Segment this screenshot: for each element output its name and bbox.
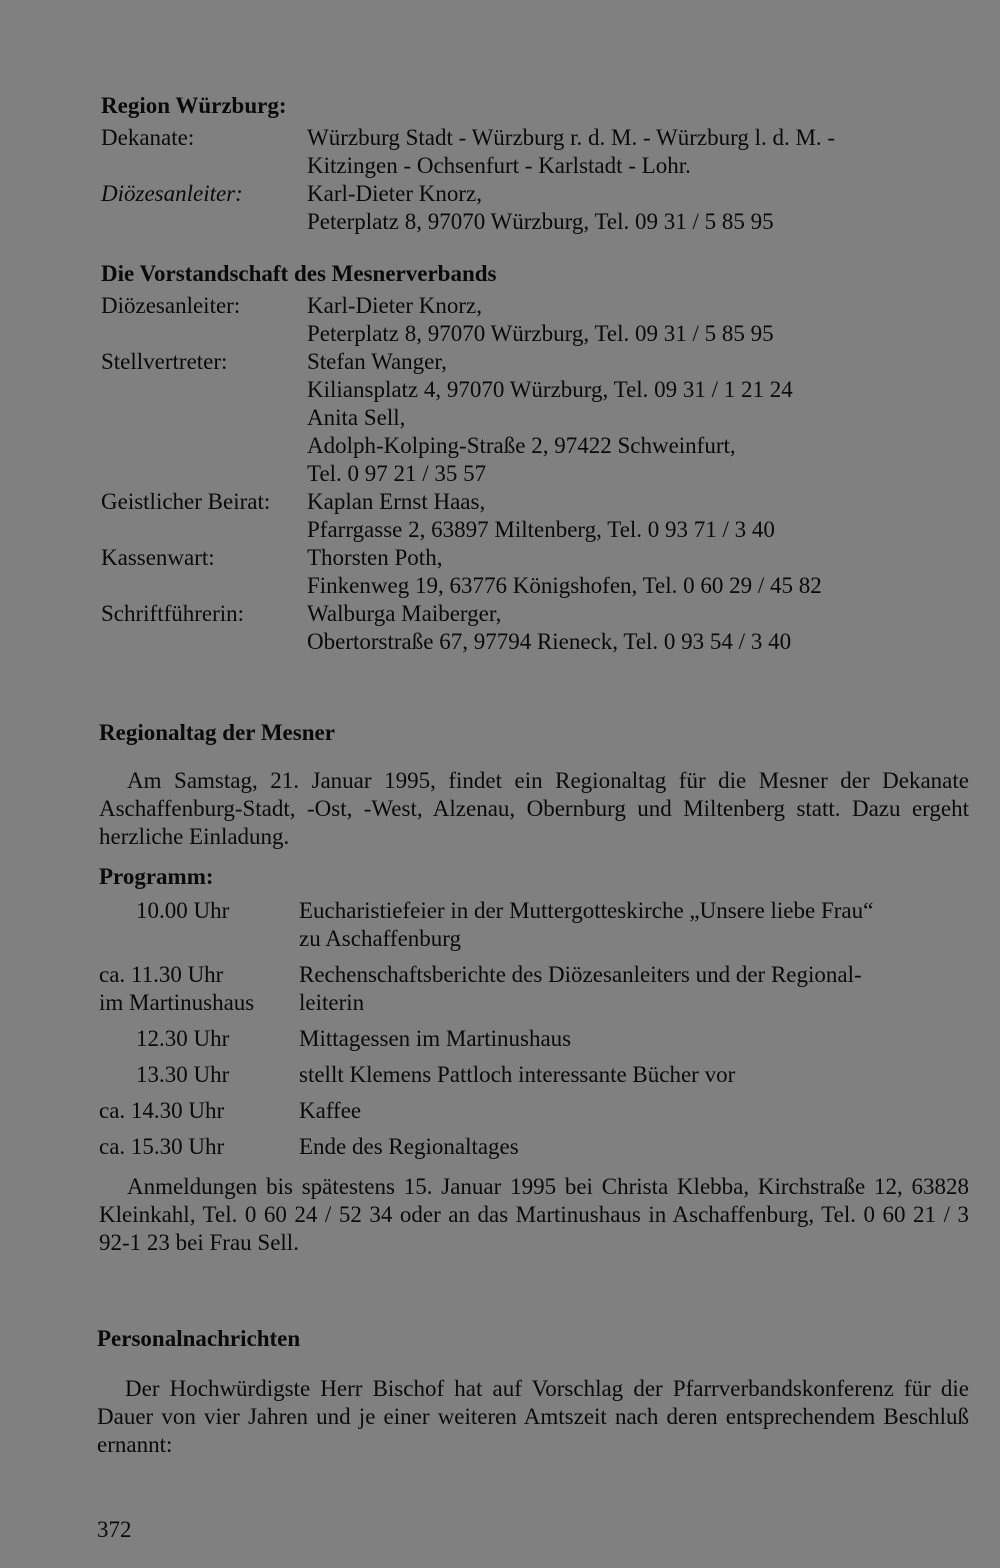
vorstand-label: Schriftführerin: (101, 601, 245, 626)
vorstand-label: Diözesanleiter: (101, 293, 241, 318)
program-row (99, 961, 969, 1017)
program-desc-line: stellt Klemens Pattloch interessante Bücher vor (299, 1062, 736, 1087)
region-leiter-row (101, 180, 981, 236)
program-desc-line: zu Aschaffenburg (299, 926, 462, 951)
dekanate-row (101, 124, 981, 180)
vorstand-value (307, 600, 981, 656)
vorstand-line: Pfarrgasse 2, 63897 Miltenberg, Tel. 0 93 71 / 3 40 (307, 517, 775, 542)
program-desc-line: Rechenschaftsberichte des Diözesanleiters und der Regional- (299, 962, 862, 987)
program-desc (299, 1133, 969, 1161)
region-leiter-value (307, 180, 981, 236)
region-section (101, 92, 981, 236)
vorstand-value (307, 348, 981, 488)
vorstand-entry (101, 292, 981, 348)
vorstand-line: Stefan Wanger, (307, 349, 447, 374)
vorstand-label: Geistlicher Beirat: (101, 489, 271, 514)
region-heading: Region Würzburg: (101, 93, 287, 118)
program-time (99, 1025, 299, 1053)
vorstand-value (307, 488, 981, 544)
region-leiter-label: Diözesanleiter: (101, 181, 243, 206)
program-row (99, 1025, 969, 1053)
vorstand-value (307, 544, 981, 600)
program-desc-line: Eucharistiefeier in der Muttergotteskirche „Unsere liebe Frau“ (299, 898, 874, 923)
vorstand-section (101, 260, 981, 656)
program-time-line: 10.00 Uhr (136, 898, 230, 923)
program-desc (299, 1097, 969, 1125)
program-time (99, 961, 299, 1017)
program-time-line: 12.30 Uhr (136, 1026, 230, 1051)
personal-text: Der Hochwürdigste Herr Bischof hat auf Vorschlag der Pfarrverbandskonferenz für die Dauer von vier Jahren und je einer weiteren Amtszeit nach deren entsprechendem Beschluß ernannt: (97, 1376, 969, 1457)
regionaltag-section (99, 719, 969, 1257)
anmeldung-text: Anmeldungen bis spätestens 15. Januar 1995 bei Christa Klebba, Kirchstraße 12, 63828 Kleinkahl, Tel. 0 60 24 / 52 34 oder an das Martinushaus in Aschaffenburg, Tel. 0 60 21 / 3 92-1 23 bei Frau Sell. (99, 1174, 969, 1255)
program-desc-line: Ende des Regionaltages (299, 1134, 519, 1159)
program-row (99, 897, 969, 953)
vorstand-line: Finkenweg 19, 63776 Königshofen, Tel. 0 60 29 / 45 82 (307, 573, 822, 598)
dekanate-line: Kitzingen - Ochsenfurt - Karlstadt - Lohr. (307, 153, 691, 178)
vorstand-list (101, 292, 981, 656)
program-desc-line: Mittagessen im Martinushaus (299, 1026, 572, 1051)
program-desc (299, 897, 969, 953)
vorstand-label: Kassenwart: (101, 545, 215, 570)
region-leiter-line: Karl-Dieter Knorz, (307, 181, 482, 206)
vorstand-line: Adolph-Kolping-Straße 2, 97422 Schweinfurt, (307, 433, 736, 458)
program-time-line: ca. 14.30 Uhr (99, 1098, 225, 1123)
program-row (99, 1061, 969, 1089)
program-time-line: 13.30 Uhr (136, 1062, 230, 1087)
vorstand-line: Karl-Dieter Knorz, (307, 293, 482, 318)
regionaltag-intro: Am Samstag, 21. Januar 1995, findet ein Regionaltag für die Mesner der Dekanate Aschaffenburg-Stadt, -Ost, -West, Alzenau, Obernburg und Miltenberg statt. Dazu ergeht herzliche Einladung. (99, 768, 969, 849)
vorstand-line: Walburga Maiberger, (307, 601, 502, 626)
dekanate-line: Würzburg Stadt - Würzburg r. d. M. - Würzburg l. d. M. - (307, 125, 836, 150)
program-row (99, 1133, 969, 1161)
program-heading: Programm: (99, 864, 214, 889)
program-row (99, 1097, 969, 1125)
vorstand-entry (101, 348, 981, 488)
program-time (99, 1133, 299, 1161)
program-desc (299, 1025, 969, 1053)
program-time (99, 1097, 299, 1125)
vorstand-entry (101, 488, 981, 544)
vorstand-line: Peterplatz 8, 97070 Würzburg, Tel. 09 31 / 5 85 95 (307, 321, 774, 346)
vorstand-line: Obertorstraße 67, 97794 Rieneck, Tel. 0 93 54 / 3 40 (307, 629, 792, 654)
program-desc (299, 961, 969, 1017)
personal-heading: Personalnachrichten (97, 1326, 301, 1351)
program-time-line: ca. 11.30 Uhr (99, 962, 224, 987)
vorstand-heading: Die Vorstandschaft des Mesnerverbands (101, 261, 497, 286)
vorstand-line: Kaplan Ernst Haas, (307, 489, 486, 514)
vorstand-label: Stellvertreter: (101, 349, 228, 374)
program-time (99, 897, 299, 953)
page-number: 372 (97, 1517, 132, 1542)
program-time-line: ca. 15.30 Uhr (99, 1134, 225, 1159)
personal-section (97, 1325, 969, 1459)
program-time (99, 1061, 299, 1089)
vorstand-line: Kiliansplatz 4, 97070 Würzburg, Tel. 09 31 / 1 21 24 (307, 377, 793, 402)
vorstand-entry (101, 600, 981, 656)
vorstand-entry (101, 544, 981, 600)
program-time-line: im Martinushaus (99, 990, 255, 1015)
vorstand-line: Tel. 0 97 21 / 35 57 (307, 461, 487, 486)
regionaltag-heading: Regionaltag der Mesner (99, 720, 335, 745)
dekanate-value (307, 124, 981, 180)
program-desc-line: leiterin (299, 990, 365, 1015)
vorstand-value (307, 292, 981, 348)
program-desc-line: Kaffee (299, 1098, 362, 1123)
program-list (99, 897, 969, 1161)
region-leiter-line: Peterplatz 8, 97070 Würzburg, Tel. 09 31 / 5 85 95 (307, 209, 774, 234)
dekanate-label: Dekanate: (101, 125, 195, 150)
vorstand-line: Thorsten Poth, (307, 545, 443, 570)
program-desc (299, 1061, 969, 1089)
vorstand-line: Anita Sell, (307, 405, 406, 430)
